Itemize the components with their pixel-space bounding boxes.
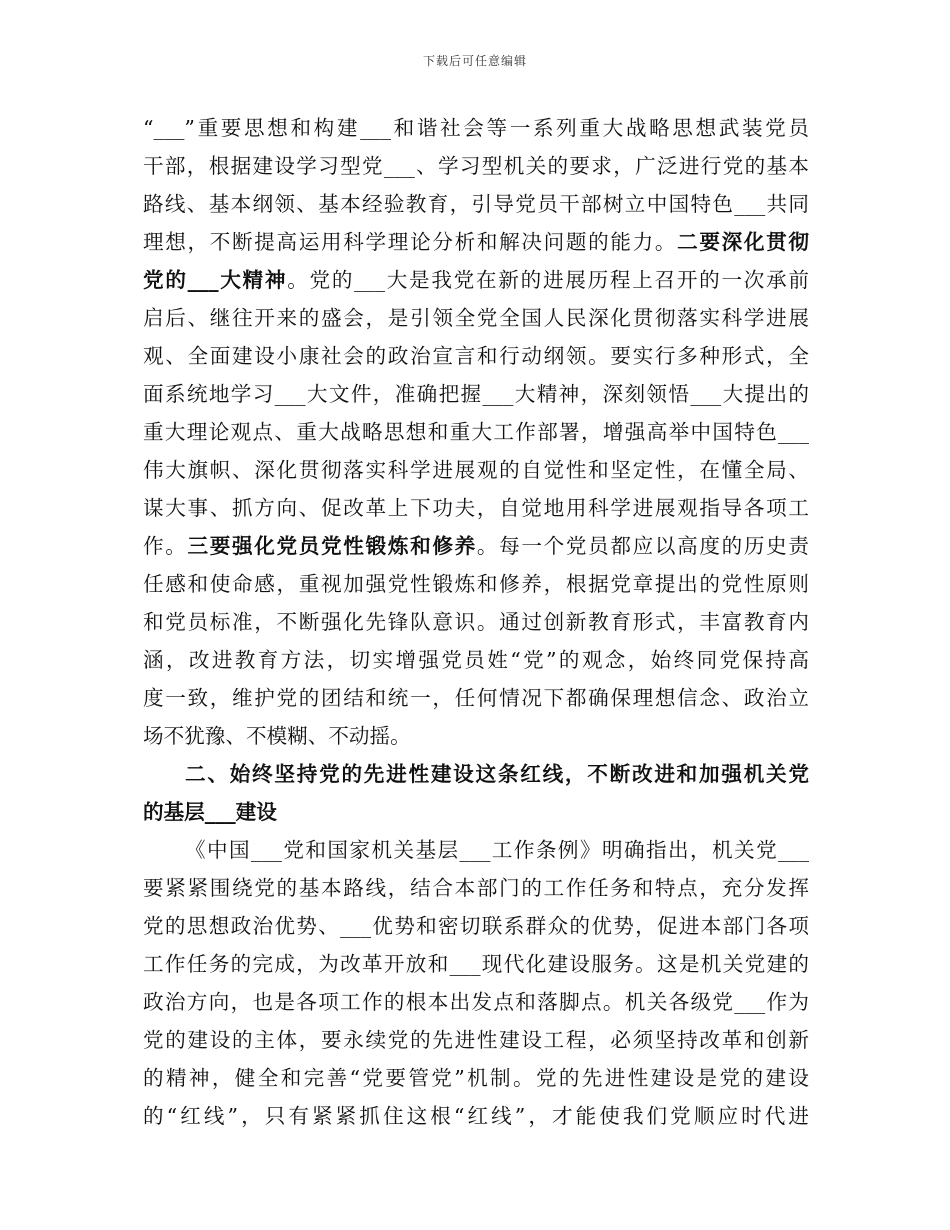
text-segment: 。党的___大是我党在新的进展历程上召开的一次承前 (287, 268, 809, 292)
text-line (143, 831, 809, 869)
text-segment: 党的思想政治优势、___优势和密切联系群众的优势，促进本部门各项 (143, 914, 809, 938)
text-line (143, 1097, 809, 1135)
text-segment: 干部，根据建设学习型党___、学习型机关的要求，广泛进行党的基本 (143, 154, 809, 178)
text-line (143, 185, 809, 223)
text-segment: 场不犹豫、不模糊、不动摇。 (143, 724, 411, 748)
text-line (143, 679, 809, 717)
text-segment: 党的建设的主体，要永续党的先进性建设工程，必须坚持改革和创新 (143, 1028, 809, 1052)
text-segment: 《中国___党和国家机关基层___工作条例》明确指出，机关党___ (185, 838, 809, 862)
page-header-note: 下载后可任意编辑 (422, 54, 527, 68)
text-line (143, 793, 809, 831)
text-line (143, 869, 809, 907)
text-segment: 的精神，健全和完善“党要管党”机制。党的先进性建设是党的建设 (143, 1066, 809, 1090)
text-line (143, 109, 809, 147)
bold-text-segment: 二要深化贯彻 (677, 230, 809, 254)
document-body (143, 109, 809, 1135)
text-line (143, 565, 809, 603)
text-line (143, 983, 809, 1021)
text-segment: 面系统地学习___大文件，准确把握___大精神，深刻领悟___大提出的 (143, 382, 809, 406)
text-segment: 路线、基本纲领、基本经验教育，引导党员干部树立中国特色___共同 (143, 192, 809, 216)
text-line (143, 147, 809, 185)
text-segment: 伟大旗帜、深化贯彻落实科学进展观的自觉性和坚定性，在懂全局、 (143, 458, 809, 482)
text-line (143, 641, 809, 679)
text-segment: 观、全面建设小康社会的政治宣言和行动纲领。要实行多种形式，全 (143, 344, 809, 368)
text-segment: 重大理论观点、重大战略思想和重大工作部署，增强高举中国特色___ (143, 420, 809, 444)
text-segment: 任感和使命感，重视加强党性锻炼和修养，根据党章提出的党性原则 (143, 572, 809, 596)
text-line (143, 527, 809, 565)
text-line (143, 451, 809, 489)
bold-text-segment: 党的___大精神 (143, 268, 288, 292)
bold-text-segment: 二、始终坚持党的先进性建设这条红线，不断改进和加强机关党 (185, 762, 809, 786)
text-line (143, 489, 809, 527)
text-line (143, 223, 809, 261)
text-line (143, 337, 809, 375)
text-segment: 谋大事、抓方向、促改革上下功夫，自觉地用科学进展观指导各项工 (143, 496, 809, 520)
text-line (143, 1059, 809, 1097)
text-line (143, 907, 809, 945)
text-segment: 工作任务的完成，为改革开放和___现代化建设服务。这是机关党建的 (143, 952, 809, 976)
text-line (143, 603, 809, 641)
text-segment: “___”重要思想和构建___和谐社会等一系列重大战略思想武装党员 (143, 116, 809, 140)
text-line (143, 413, 809, 451)
text-segment: 启后、继往开来的盛会，是引领全党全国人民深化贯彻落实科学进展 (143, 306, 809, 330)
bold-text-segment: 的基层___建设 (143, 800, 277, 824)
text-line (143, 1021, 809, 1059)
text-line (143, 261, 809, 299)
text-segment: 的“红线”，只有紧紧抓住这根“红线”，才能使我们党顺应时代进 (143, 1104, 809, 1128)
text-line (143, 299, 809, 337)
text-segment: 度一致，维护党的团结和统一，任何情况下都确保理想信念、政治立 (143, 686, 809, 710)
text-segment: 作。 (143, 534, 188, 558)
text-line (143, 717, 809, 755)
text-segment: 和党员标准，不断强化先锋队意识。通过创新教育形式，丰富教育内 (143, 610, 809, 634)
bold-text-segment: 三要强化党员党性锻炼和修养 (187, 534, 477, 558)
text-segment: 。每一个党员都应以高度的历史责 (476, 534, 809, 558)
text-line (143, 375, 809, 413)
text-line (143, 945, 809, 983)
text-segment: 政治方向，也是各项工作的根本出发点和落脚点。机关各级党___作为 (143, 990, 809, 1014)
text-segment: 涵，改进教育方法，切实增强党员姓“党”的观念，始终同党保持高 (143, 648, 809, 672)
text-line (143, 755, 809, 793)
text-segment: 要紧紧围绕党的基本路线，结合本部门的工作任务和特点，充分发挥 (143, 876, 809, 900)
text-segment: 理想，不断提高运用科学理论分析和解决问题的能力。 (143, 230, 678, 254)
